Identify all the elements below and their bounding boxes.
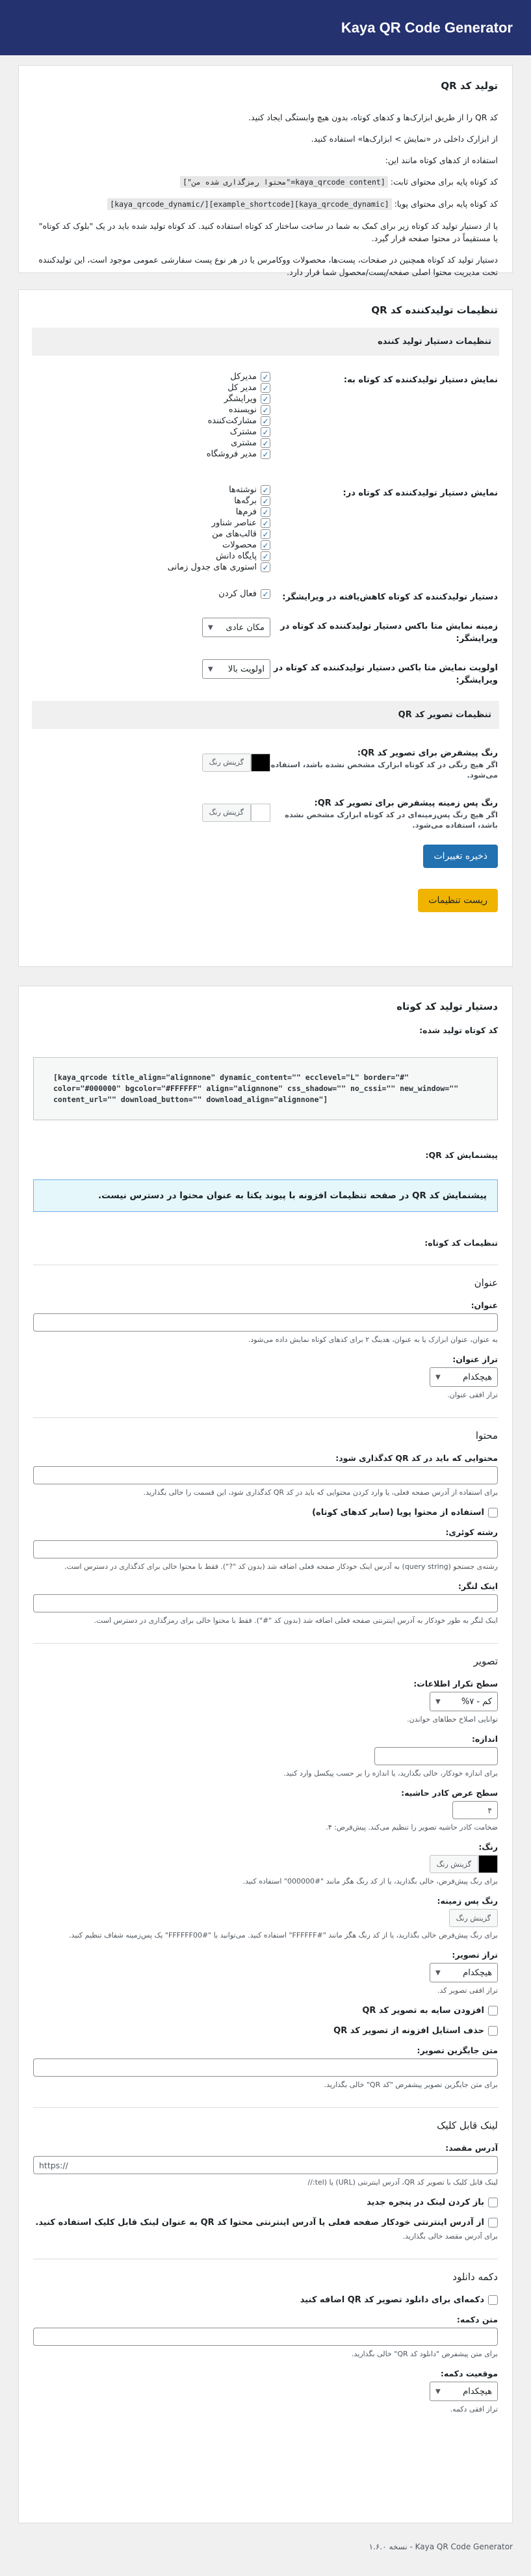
roles-label: مدیر فروشگاه <box>206 449 257 459</box>
types-checkbox-line[interactable] <box>33 506 270 518</box>
btn-pos-hint: تراز افقی دکمه. <box>450 2405 498 2413</box>
roles-label: مشتری <box>231 438 257 448</box>
ecc-hint: توانایی اصلاح خطاهای خواندن. <box>407 1715 498 1724</box>
types-label: قالب‌های من <box>212 529 257 539</box>
ecc-select[interactable] <box>430 1692 498 1711</box>
preview-label: پیشنمایش کد QR: <box>425 1150 498 1160</box>
roles-checkbox-line[interactable] <box>33 438 270 449</box>
types-label: نمایش دستیار تولیدکننده کد کوتاه در: <box>343 488 498 498</box>
checked-checkbox[interactable]: ✓ <box>261 383 270 393</box>
roles-label: مدیر کل <box>227 383 257 393</box>
types-checkbox-line[interactable] <box>33 551 270 562</box>
default-color-label: رنگ پیشفرض برای تصویر کد QR: <box>357 748 498 758</box>
types-label: محصولات <box>222 540 257 550</box>
section-download-heading: دکمه دانلود <box>33 2259 498 2283</box>
checked-checkbox[interactable]: ✓ <box>261 372 270 382</box>
bg-field-label: رنگ پس زمینه: <box>437 1896 498 1906</box>
chevron-down-icon: ▼ <box>208 665 213 673</box>
types-label: نوشته‌ها <box>229 485 257 495</box>
section-title-heading: عنوان <box>33 1265 498 1289</box>
color-hint: برای رنگ پیش‌فرض، خالی بگذارید، یا از کد رنگ هگز مانند "#000000" استفاده کنید. <box>242 1877 498 1886</box>
self-url-checkbox-line[interactable] <box>33 2217 498 2228</box>
self-url-hint: برای آدرس مقصد خالی بگذارید. <box>402 2232 498 2241</box>
intro-text-1: کد QR را از طریق ابزارک‌ها و کدهای کوتاه، بدون هیچ وابستگی ایجاد کنید. <box>248 112 498 122</box>
content-field-label: محتوایی که باید در کد QR کدگذاری شود: <box>335 1453 498 1463</box>
types-checkbox-line[interactable] <box>33 484 270 495</box>
chevron-down-icon: ▼ <box>435 1969 441 1977</box>
img-align-value: هیچکدام <box>463 1967 492 1978</box>
size-field-label: اندازه: <box>471 1734 498 1744</box>
app-title: Kaya QR Code Generator <box>341 20 513 36</box>
static-code: [kaya_qrcode content="محتوا رمزگذاری شده من"] <box>180 176 388 188</box>
content-input[interactable] <box>33 1466 498 1484</box>
roles-label: مشترک <box>229 427 257 437</box>
section-image-heading: تصویر <box>33 1643 498 1667</box>
img-align-label: تراز تصویر: <box>452 1950 498 1960</box>
minimized-checkbox-line[interactable] <box>33 588 270 599</box>
intro-text-4: یا از دستیار تولید کد کوتاه زیر برای کمک به شما در ساخت ساختار کد کوتاه استفاده کنید. کد کوتاه تولید شده باید در یک "بلوک کد کوتاه" یا مستقیماً در محتوا صفحه قرار گیرد. <box>38 221 498 243</box>
roles-label: نمایش دستیار تولیدکننده کد کوتاه به: <box>343 375 498 385</box>
types-checkbox-line[interactable] <box>33 518 270 529</box>
btn-text-hint: برای متن پیشفرض "دانلود کد QR" خالی بگذارید. <box>352 2350 498 2358</box>
checked-checkbox[interactable]: ✓ <box>261 529 270 539</box>
checked-checkbox[interactable]: ✓ <box>261 438 270 448</box>
roles-checkbox-line[interactable] <box>33 382 270 393</box>
dynamic-label: کد کوتاه پایه برای محتوای پویا: <box>394 199 498 209</box>
roles-checkbox-line[interactable] <box>33 415 270 427</box>
types-label: عناصر شناور <box>211 518 257 528</box>
dynamic-shortcode-line <box>33 198 498 211</box>
url-input[interactable] <box>33 2156 498 2174</box>
dynamic-code: [kaya_qrcode_dynamic][example_shortcode][/kaya_qrcode_dynamic] <box>107 198 391 210</box>
static-shortcode-line <box>33 176 498 189</box>
style-checkbox[interactable] <box>488 2026 498 2036</box>
types-checkbox-line[interactable] <box>33 540 270 551</box>
roles-label: نویسنده <box>228 405 257 415</box>
shadow-label: افزودن سایه به تصویر کد QR <box>362 2006 484 2016</box>
types-checkbox-line[interactable] <box>33 562 270 573</box>
preview-note: پیشنمایش کد QR در صفحه تنظیمات افزونه با پیوند یکتا به عنوان محتوا در دسترس نیست. <box>33 1179 498 1212</box>
url-placeholder: https:// <box>39 2160 68 2170</box>
dynamic-content-checkbox[interactable] <box>488 1508 498 1518</box>
roles-label: مدیرکل <box>230 372 257 382</box>
default-bg-label: رنگ پس زمینه پیشفرض برای تصویر کد QR: <box>314 798 498 808</box>
anchor-hint: اینک لنگر به طور خودکار به آدرس اینترنتی صفحه فعلی اضافه شد (بدون کد "#"). فقط با محتوا خالی برای رمزگذاری در دسترس است. <box>94 1616 498 1625</box>
newwin-label: باز کردن لینک در پنجره جدید <box>367 2198 484 2207</box>
settings-panel <box>18 289 513 967</box>
intro-title: تولید کد QR <box>441 80 498 92</box>
style-label: حذف استایل افزونه از تصویر کد QR <box>333 2026 484 2036</box>
roles-checkbox-line[interactable] <box>33 393 270 404</box>
checked-checkbox[interactable]: ✓ <box>261 507 270 517</box>
btn-pos-label: موقعیت دکمه: <box>440 2369 498 2378</box>
types-row <box>33 484 498 573</box>
zone-value: مکان عادی <box>226 622 265 633</box>
size-hint: برای اندازه خودکار، خالی بگذارید، یا اندازه را بر حسب پیکسل وارد کنید. <box>283 1769 498 1778</box>
chevron-down-icon: ▼ <box>208 624 213 631</box>
zone-label: زمینه نمایش متا باکس دستیار تولیدکننده کد کوتاه در ویرایشگر: <box>280 622 498 644</box>
roles-row <box>33 371 498 460</box>
btn-pos-select[interactable] <box>430 2382 498 2401</box>
checked-checkbox[interactable]: ✓ <box>261 449 270 459</box>
bg-color-swatch[interactable] <box>251 804 270 822</box>
title-hint: به عنوان، عنوان ابزارک یا به عنوان، هدینگ ۲ برای کدهای کوتاه نمایش داده می‌شود. <box>248 1335 498 1344</box>
section-link-heading: لینک قابل کلیک <box>33 2107 498 2131</box>
types-label: فرم‌ها <box>235 507 257 517</box>
shadow-checkbox-line[interactable] <box>33 2005 498 2016</box>
margin-input[interactable]: ۴ <box>452 1801 498 1819</box>
priority-row <box>33 659 498 687</box>
title-align-select[interactable] <box>430 1367 498 1387</box>
alt-field-label: متن جایگزین تصویر: <box>417 2045 498 2055</box>
default-color-desc: اگر هیچ رنگی در کد کوتاه ابزارک مشخص نشده باشد، استفاده می‌شود. <box>270 760 498 780</box>
types-checkbox-line[interactable] <box>33 529 270 540</box>
anchor-field-label: اینک لنگر: <box>458 1581 498 1591</box>
title-align-value: هیچکدام <box>463 1372 492 1382</box>
priority-value: اولویت بالا <box>227 664 265 674</box>
generator-title: دستیار تولید کد کوتاه <box>396 1001 498 1012</box>
img-align-hint: تراز افقی تصویر کد. <box>437 1986 498 1995</box>
roles-checkbox-line[interactable] <box>33 404 270 415</box>
types-label: استوری های جدول زمانی <box>167 562 257 572</box>
alt-hint: برای متن جایگزین تصویر پیشفرض "کد QR" خالی بگذارید. <box>324 2081 498 2089</box>
qr-color-swatch[interactable] <box>478 1855 498 1873</box>
btn-text-input[interactable] <box>33 2328 498 2346</box>
checked-checkbox[interactable]: ✓ <box>261 427 270 437</box>
checked-checkbox[interactable]: ✓ <box>261 589 270 599</box>
title-align-label: تراز عنوان: <box>452 1354 498 1364</box>
chevron-down-icon: ▼ <box>435 2387 441 2395</box>
minimized-label: دستیار تولیدکننده کد کوتاه کاهش‌یافته در ویرایشگر: <box>282 592 498 602</box>
intro-text-3: استفاده از کدهای کوتاه مانند این: <box>385 155 498 165</box>
dynamic-content-label: استفاده از محتوا پویا (سایر کدهای کوتاه) <box>312 1508 484 1518</box>
title-align-hint: تراز افقی عنوان. <box>447 1391 498 1399</box>
roles-label: مشارکت‌کننده <box>207 416 257 426</box>
checked-checkbox[interactable]: ✓ <box>261 496 270 506</box>
priority-label: اولویت نمایش متا باکس دستیار تولیدکننده کد کوتاه در ویرایشگر: <box>274 663 498 685</box>
roles-label: ویرایشگر <box>224 394 257 404</box>
query-field-label: رشته کوئری: <box>445 1527 498 1537</box>
ecc-field-label: سطح تکرار اطلاعات: <box>413 1679 498 1689</box>
default-bg-desc: اگر هیچ رنگ پس‌زمینه‌ای در کد کوتاه ابزارک مشخص نشده باشد، استفاده می‌شود. <box>285 810 498 830</box>
types-checkbox-line[interactable] <box>33 495 270 506</box>
ecc-value: کم - ۷% <box>461 1696 492 1707</box>
query-hint: رشته‌ی جستجو (query string) به آدرس اینک خودکار صفحه فعلی اضافه شد (بدون کد "?"). فقط با محتوا خالی برای کدگذاری در دسترس است. <box>64 1562 498 1571</box>
chevron-down-icon: ▼ <box>435 1698 441 1705</box>
checked-checkbox[interactable]: ✓ <box>261 551 270 561</box>
query-input[interactable] <box>33 1540 498 1558</box>
margin-field-label: سطح عرض کادر حاشیه: <box>401 1788 498 1798</box>
margin-hint: ضخامت کادر حاشیه تصویر را تنظیم می‌کند. پیش‌فرض: ۴. <box>326 1823 498 1832</box>
shortcode-settings-label: تنظیمات کد کوتاه: <box>424 1238 498 1248</box>
default-color-row <box>33 744 498 780</box>
checked-checkbox[interactable]: ✓ <box>261 540 270 550</box>
intro-text-5: دستیار تولید کد کوتاه همچنین در صفحات، پست‌ها، محصولات ووکامرس یا در هر نوع پست سفارشی عمومی موجود است، این تولیدکننده تحت مدیریت محتوا اصلی صفحه/پست/محصول شما قرار دارد. <box>38 255 498 277</box>
save-button[interactable]: ذخیره تغییرات <box>423 845 498 868</box>
qr-pick-bg-button[interactable]: گزینش رنگ <box>449 1909 498 1927</box>
style-checkbox-line[interactable] <box>33 2025 498 2036</box>
btn-text-label: متن دکمه: <box>456 2315 498 2324</box>
priority-select[interactable] <box>202 659 270 679</box>
qr-pick-color-button[interactable]: گزینش رنگ <box>430 1855 478 1873</box>
zone-select[interactable] <box>202 618 270 637</box>
title-field-label: عنوان: <box>471 1300 498 1310</box>
image-settings-head: تنظیمات تصویر کد QR <box>32 701 499 729</box>
checked-checkbox[interactable]: ✓ <box>261 394 270 404</box>
roles-checkbox-line[interactable] <box>33 427 270 438</box>
default-bg-row <box>33 795 498 830</box>
checked-checkbox[interactable]: ✓ <box>261 562 270 572</box>
download-checkbox[interactable] <box>488 2295 498 2305</box>
zone-row <box>33 618 498 645</box>
generator-panel <box>18 986 513 2523</box>
alt-input[interactable] <box>33 2058 498 2077</box>
types-label: برگه‌ها <box>234 496 257 506</box>
download-checkbox-line[interactable] <box>33 2294 498 2306</box>
checked-checkbox[interactable]: ✓ <box>261 416 270 426</box>
download-label: دکمه‌ای برای دانلود تصویر کد QR اضافه کنید <box>300 2295 484 2305</box>
section-content-heading: محتوا <box>33 1417 498 1441</box>
color-swatch[interactable] <box>251 754 270 772</box>
assistant-settings-head: تنظیمات دستیار تولید کننده <box>32 328 499 356</box>
anchor-input[interactable] <box>33 1594 498 1612</box>
reset-button[interactable]: ریست تنظیمات <box>418 889 498 912</box>
pick-bg-color-button[interactable]: گزینش رنگ <box>202 804 251 822</box>
newwin-checkbox[interactable] <box>488 2198 498 2207</box>
url-hint: لینک قابل کلیک با تصویر کد QR، آدرس اینترنتی (URL) یا (tel:// <box>307 2178 498 2187</box>
minimized-row <box>33 588 498 603</box>
generated-label: کد کوتاه تولید شده: <box>419 1025 498 1035</box>
app-header <box>0 0 531 55</box>
footer-version: Kaya QR Code Generator - نسخه ۱.۶.۰ <box>369 2542 513 2551</box>
roles-checkbox-line[interactable] <box>33 371 270 382</box>
checked-checkbox[interactable]: ✓ <box>261 485 270 495</box>
intro-panel <box>18 65 513 277</box>
content-hint: برای استفاده از آدرس صفحه فعلی، یا وارد کردن محتوایی که باید در کد QR کدگذاری شود، این قسمت را خالی بگذارید. <box>143 1488 498 1497</box>
types-list <box>33 484 270 573</box>
intro-text-2: از ابزارک داخلی در «نمایش > ابزارک‌ها» استفاده کنید. <box>311 134 498 144</box>
color-field-label: رنگ: <box>478 1842 498 1852</box>
shadow-checkbox[interactable] <box>488 2006 498 2016</box>
title-input[interactable] <box>33 1313 498 1332</box>
img-align-select[interactable] <box>430 1963 498 1982</box>
checked-checkbox[interactable]: ✓ <box>261 518 270 528</box>
types-label: پایگاه دانش <box>216 551 257 561</box>
self-url-checkbox[interactable] <box>488 2218 498 2228</box>
settings-title: تنظیمات تولیدکننده کد QR <box>371 304 498 316</box>
generated-shortcode[interactable]: [kaya_qrcode title_align="alignnone" dynamic_content="" ecclevel="L" border="#" color="#000000" bgcolor="#FFFFFF" align="alignnone" css_shadow="" no_cssi="" new_window="" content_url="" download_button="" download_align="alignnone"] <box>33 1057 498 1120</box>
minimized-value: فعال کردن <box>218 589 257 599</box>
bg-hint: برای رنگ پیش‌فرض خالی بگذارید، یا از کد رنگ هگز مانند "#FFFFFF" استفاده کنید. می‌توانید با "#FFFFFF00" یک پس‌زمینه شفاف تنظیم کنید. <box>68 1931 498 1939</box>
dynamic-content-checkbox-line[interactable] <box>33 1507 498 1518</box>
self-url-label: از آدرس اینترنتی خودکار صفحه فعلی یا آدرس اینترنتی محتوا کد QR به عنوان لینک قابل کلیک استفاده کنید. <box>35 2218 484 2228</box>
newwin-checkbox-line[interactable] <box>33 2197 498 2208</box>
pick-color-button[interactable]: گزینش رنگ <box>202 754 251 772</box>
size-input[interactable] <box>374 1747 498 1765</box>
checked-checkbox[interactable]: ✓ <box>261 405 270 415</box>
btn-pos-value: هیچکدام <box>463 2386 492 2397</box>
chevron-down-icon: ▼ <box>435 1373 441 1381</box>
roles-list <box>33 371 270 460</box>
roles-checkbox-line[interactable] <box>33 449 270 460</box>
static-label: کد کوتاه پایه برای محتوای ثابت: <box>390 177 498 187</box>
url-field-label: آدرس مقصد: <box>445 2143 498 2153</box>
